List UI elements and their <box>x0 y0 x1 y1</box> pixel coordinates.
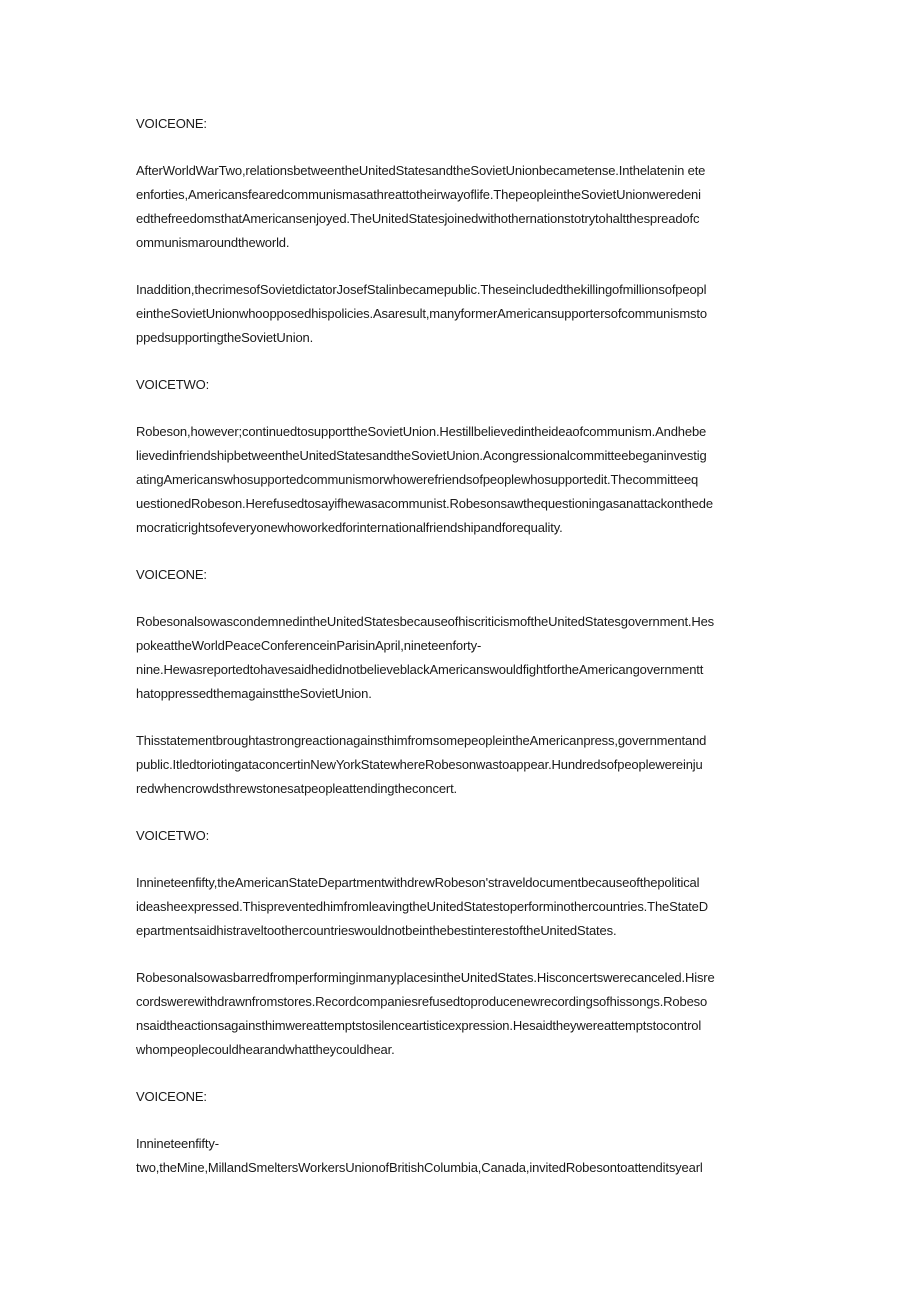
text-line: enforties,Americansfearedcommunismasathreattotheirwayoflife.ThepeopleintheSovietUnionweredeni <box>136 187 701 202</box>
text-line: Inaddition,thecrimesofSovietdictatorJosefStalinbecamepublic.Theseincludedthekillingofmillionsofpeopl <box>136 282 707 297</box>
paragraph <box>136 729 784 801</box>
text-line: edthefreedomsthatAmericansenjoyed.TheUnitedStatesjoinedwithothernationstotrytohaltthespreadofc <box>136 211 700 226</box>
speaker-label: VOICETWO: <box>136 828 210 843</box>
text-line: Innineteenfifty,theAmericanStateDepartmentwithdrewRobeson'straveldocumentbecauseofthepolitical <box>136 875 700 890</box>
text-line: ppedsupportingtheSovietUnion. <box>136 330 314 345</box>
text-line: nsaidtheactionsagainsthimwereattemptstosilenceartisticexpression.Hesaidtheywereattemptstocontrol <box>136 1018 702 1033</box>
text-line: lievedinfriendshipbetweentheUnitedStatesandtheSovietUnion.Acongressionalcommitteebeganinvestig <box>136 448 707 463</box>
paragraph <box>136 1132 784 1180</box>
text-line: Innineteenfifty- <box>136 1136 219 1151</box>
text-line: mocraticrightsofeveryonewhoworkedforinternationalfriendshipandforequality. <box>136 520 563 535</box>
document-body <box>136 112 784 1203</box>
text-line: whompeoplecouldhearandwhattheycouldhear. <box>136 1042 395 1057</box>
text-line: ommunismaroundtheworld. <box>136 235 290 250</box>
text-line: redwhencrowdsthrewstonesatpeopleattendingtheconcert. <box>136 781 458 796</box>
paragraph <box>136 420 784 540</box>
text-line: ideasheexpressed.ThispreventedhimfromleavingtheUnitedStatestoperforminothercountries.TheStateD <box>136 899 708 914</box>
paragraph <box>136 278 784 350</box>
speaker-label: VOICEONE: <box>136 116 207 131</box>
text-line: Robeson,however;continuedtosupporttheSovietUnion.Hestillbelievedintheideaofcommunism.Andhebe <box>136 424 707 439</box>
text-line: uestionedRobeson.Herefusedtosayifhewasacommunist.Robesonsawthequestioningasanattackonthede <box>136 496 713 511</box>
text-line: two,theMine,MillandSmeltersWorkersUnionofBritishColumbia,Canada,invitedRobesontoattenditsyearl <box>136 1160 703 1175</box>
text-line: cordswerewithdrawnfromstores.Recordcompaniesrefusedtoproducenewrecordingsofhissongs.Robeso <box>136 994 708 1009</box>
text-line: atingAmericanswhosupportedcommunismorwhowerefriendsofpeoplewhosupportedit.Thecommitteeq <box>136 472 699 487</box>
paragraph <box>136 610 784 706</box>
paragraph <box>136 966 784 1062</box>
speaker-label: VOICEONE: <box>136 567 207 582</box>
speaker-label: VOICEONE: <box>136 1089 207 1104</box>
text-line: ThisstatementbroughtastrongreactionagainsthimfromsomepeopleintheAmericanpress,governmentand <box>136 733 707 748</box>
text-line: RobesonalsowasbarredfromperforminginmanyplacesintheUnitedStates.Hisconcertswerecanceled.Hisre <box>136 970 715 985</box>
text-line: eintheSovietUnionwhoopposedhispolicies.Asaresult,manyformerAmericansupportersofcommunismsto <box>136 306 707 321</box>
text-line: AfterWorldWarTwo,relationsbetweentheUnitedStatesandtheSovietUnionbecametense.Inthelatenin ete <box>136 163 706 178</box>
speaker-label: VOICETWO: <box>136 377 210 392</box>
text-line: epartmentsaidhistraveltoothercountrieswouldnotbeinthebestinterestoftheUnitedStates. <box>136 923 617 938</box>
text-line: RobesonalsowascondemnedintheUnitedStatesbecauseofhiscriticismoftheUnitedStatesgovernment.Hes <box>136 614 715 629</box>
text-line: hatoppressedthemagainsttheSovietUnion. <box>136 686 372 701</box>
text-line: public.ItledtoriotingataconcertinNewYorkStatewhereRobesonwastoappear.Hundredsofpeoplewereinju <box>136 757 703 772</box>
text-line: nine.HewasreportedtohavesaidhedidnotbelieveblackAmericanswouldfightfortheAmericangovernmentt <box>136 662 704 677</box>
paragraph <box>136 159 784 255</box>
text-line: pokeattheWorldPeaceConferenceinParisinApril,nineteenforty- <box>136 638 482 653</box>
paragraph <box>136 871 784 943</box>
